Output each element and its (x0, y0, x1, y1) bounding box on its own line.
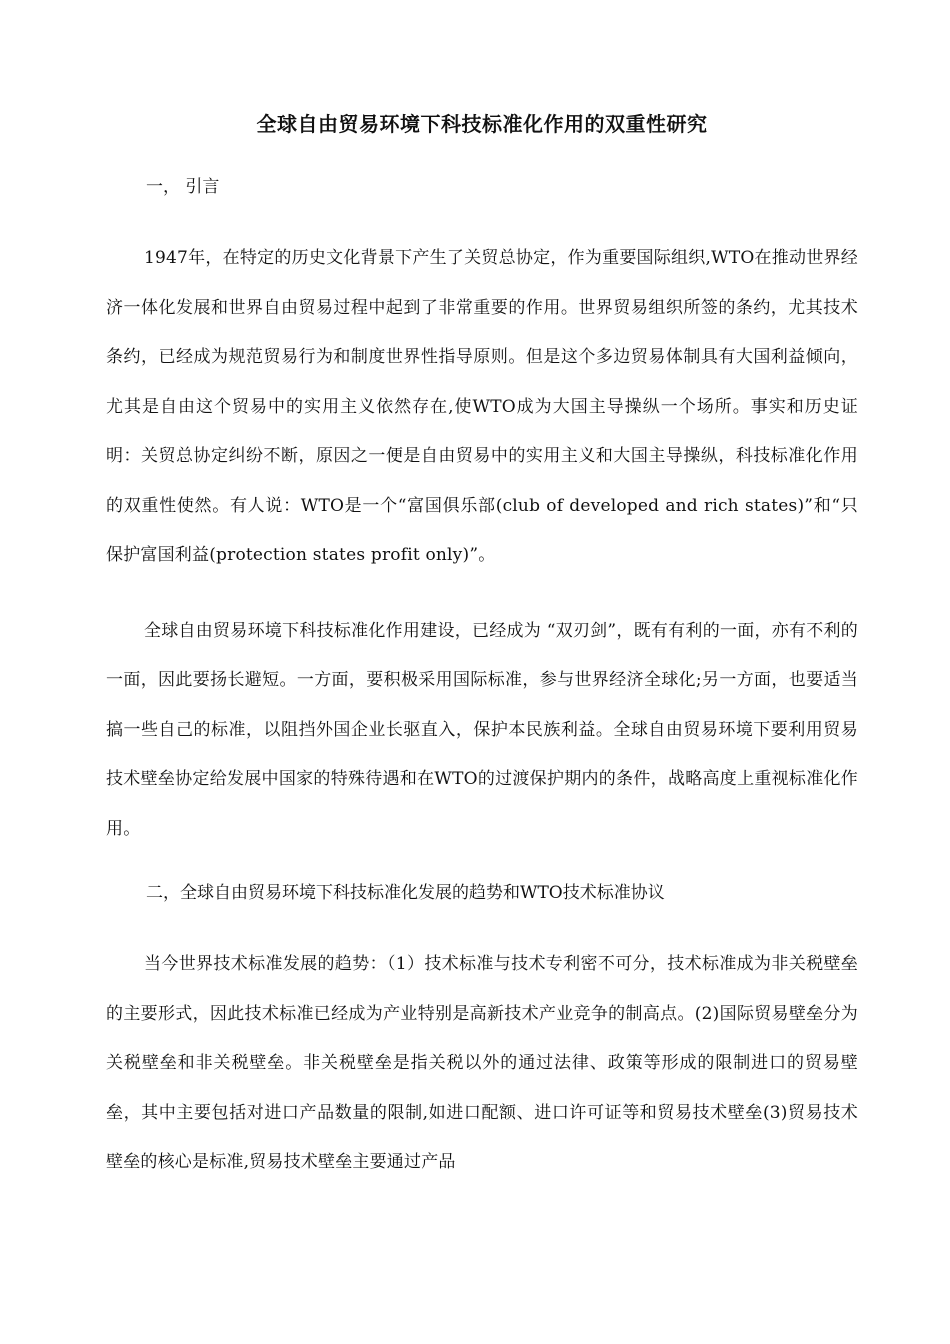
paragraph-intro-history: 1947年，在特定的历史文化背景下产生了关贸总协定，作为重要国际组织,WTO在推动世界经济一体化发展和世界自由贸易过程中起到了非常重要的作用。世界贸易组织所签的条约，尤其技术条约，已经成为规范贸易行为和制度世界性指导原则。但是这个多边贸易体制具有大国利益倾向，尤其是自由这个贸易中的实用主义依然存在,使WTO成为大国主导操纵一个场所。事实和历史证明：关贸总协定纠纷不断，原因之一便是自由贸易中的实用主义和大国主导操纵，科技标准化作用的双重性使然。有人说：WTO是一个“富国俱乐部(club of developed and rich states)”和“只保护富国利益(protection states profit only)”。 (106, 248, 858, 565)
paragraph-double-edged-sword: 全球自由贸易环境下科技标准化作用建设，已经成为 “双刃剑”，既有有利的一面，亦有不利的一面，因此要扬长避短。一方面，要积极采用国际标准，参与世界经济全球化;另一方面，也要适当搞一些自己的标准，以阻挡外国企业长驱直入，保护本民族利益。全球自由贸易环境下要利用贸易技术壁垒协定给发展中国家的特殊待遇和在WTO的过渡保护期内的条件，战略高度上重视标准化作用。 (106, 620, 858, 839)
document-title: 全球自由贸易环境下科技标准化作用的双重性研究 (256, 112, 708, 136)
section-heading-introduction: 一， 引言 (146, 177, 220, 197)
section-heading-trends: 二，全球自由贸易环境下科技标准化发展的趋势和WTO技术标准协议 (146, 883, 665, 903)
paragraph-standard-trends: 当今世界技术标准发展的趋势：（1）技术标准与技术专利密不可分，技术标准成为非关税壁垒的主要形式，因此技术标准已经成为产业特别是高新技术产业竞争的制高点。(2)国际贸易壁垒分为关税壁垒和非关税壁垒。非关税壁垒是指关税以外的通过法律、政策等形成的限制进口的贸易壁垒，其中主要包括对进口产品数量的限制,如进口配额、进口许可证等和贸易技术壁垒(3)贸易技术壁垒的核心是标准,贸易技术壁垒主要通过产品 (106, 954, 858, 1172)
